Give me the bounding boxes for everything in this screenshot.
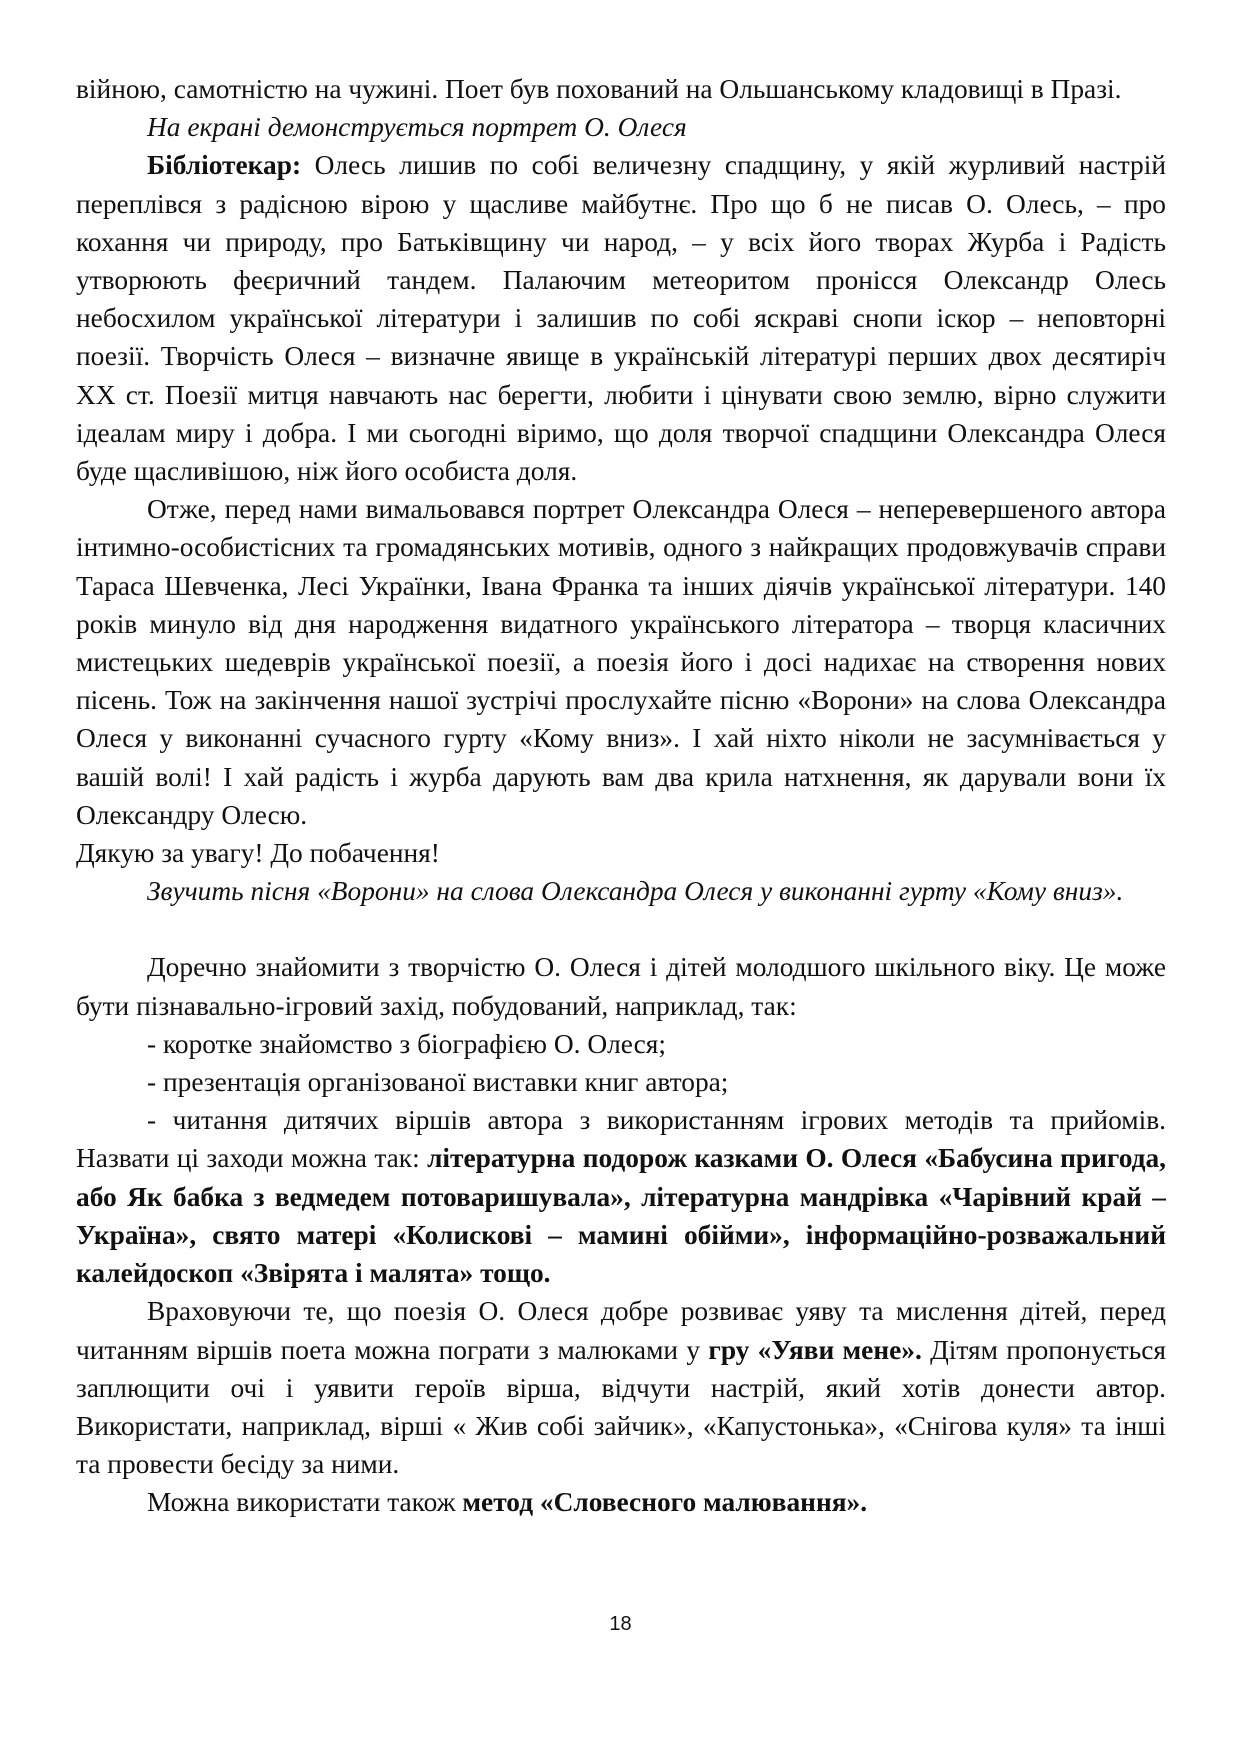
event-names-bold: літературна подорож казками О. Олеся «Бабусина пригода, або Як бабка з ведмедем потоваришувала», літературна мандрівка «Чарівний край – Україна», свято матері «Колискові – мамині обійми», інформаційно-розважальний калейдоскоп «Звірята і малята» тощо. (76, 1143, 1166, 1289)
paragraph-conclusion: Отже, перед нами вимальовався портрет Олександра Олеся – неперевершеного автора інтимно-особистісних та громадянських мотивів, одного з найкращих продовжувачів справи Тараса Шевченка, Лесі Українки, Івана Франка та інших діячів української літератури. 140 років минуло від дня народження видатного українського літератора – творця класичних мистецьких шедеврів української поезії, а поезія його і досі надихає на створення нових пісень. Тож на закінчення нашої зустрічі прослухайте пісню «Ворони» на слова Олександра Олеся у виконанні сучасного гурту «Кому вниз». І хай ніхто ніколи не засумнівається у вашій волі! І хай радість і журба дарують вам два крила натхнення, як дарували вони їх Олександру Олесю. (76, 494, 1166, 830)
paragraph-burial: війною, самотністю на чужині. Поет був похований на Ольшанському кладовищі в Празі. (76, 74, 1122, 104)
librarian-text: Олесь лишив по собі величезну спадщину, у якій журливий настрій переплівся з радісною вірою у щасливе майбутнє. Про що б не писав О. Олесь, – про кохання чи природу, про Батьківщину чи народ, – у всіх його творах Журба і Радість утворюють феєричний тандем. Палаючим метеоритом пронісся Олександр Олесь небосхилом української літератури і залишив по собі яскраві снопи іскор – неповторні поезії. Творчість Олеся – визначне явище в українській літературі перших двох десятиріч XX ст. Поезії митця навчають нас берегти, любити і цінувати свою землю, вірно служити ідеалам миру і добра. І ми сьогодні віримо, що доля творчої спадщини Олександра Олеся буде щасливішою, ніж його особиста доля. (76, 150, 1166, 487)
paragraph-farewell: Дякую за увагу! До побачення! (76, 838, 440, 869)
event-names-text: - читання дитячих віршів автора з використанням ігрових методів та прийомів. Назвати ці заходи можна так: (76, 1105, 1166, 1174)
game-name: гру «Уяви мене». (708, 1334, 922, 1365)
document-body (76, 70, 1166, 1522)
paragraph-librarian (76, 146, 1166, 490)
stage-direction-portrait: На екрані демонструється портрет О. Олеся (147, 112, 687, 143)
list-item-biography: - коротке знайомство з біографією О. Олеся; (147, 1028, 666, 1059)
paragraph-method (76, 1483, 1166, 1521)
stage-direction-song: Звучить пісня «Ворони» на слова Олександра Олеся у виконанні гурту «Кому вниз». (147, 876, 1124, 907)
method-text: Можна використати також (147, 1487, 463, 1518)
list-item-exhibition: - презентація організованої виставки книг автора; (147, 1067, 729, 1098)
paragraph-children-intro: Доречно знайомити з творчістю О. Олеся і дітей молодшого шкільного віку. Це може бути пізнавально-ігровий захід, побудований, наприклад, так: (76, 952, 1166, 1021)
speaker-label: Бібліотекар: (147, 150, 302, 181)
page-number: 18 (609, 1613, 632, 1635)
method-name: метод «Словесного малювання». (462, 1487, 868, 1518)
paragraph-game (76, 1292, 1166, 1483)
game-text-1: Враховуючи те, що поезія О. Олеся добре розвиває уяву та мислення дітей, перед читанням віршів поета можна пограти з малюками у (76, 1296, 1166, 1365)
game-text-2: Дітям пропонується заплющити очі і уявити героїв вірша, відчути настрій, який хотів донести автор. Використати, наприклад, вірші « Жив собі зайчик», «Капустонька», «Снігова куля» та інші та провести бесіду за ними. (76, 1334, 1166, 1480)
paragraph-spacer (76, 910, 1166, 948)
paragraph-event-names (76, 1101, 1166, 1292)
